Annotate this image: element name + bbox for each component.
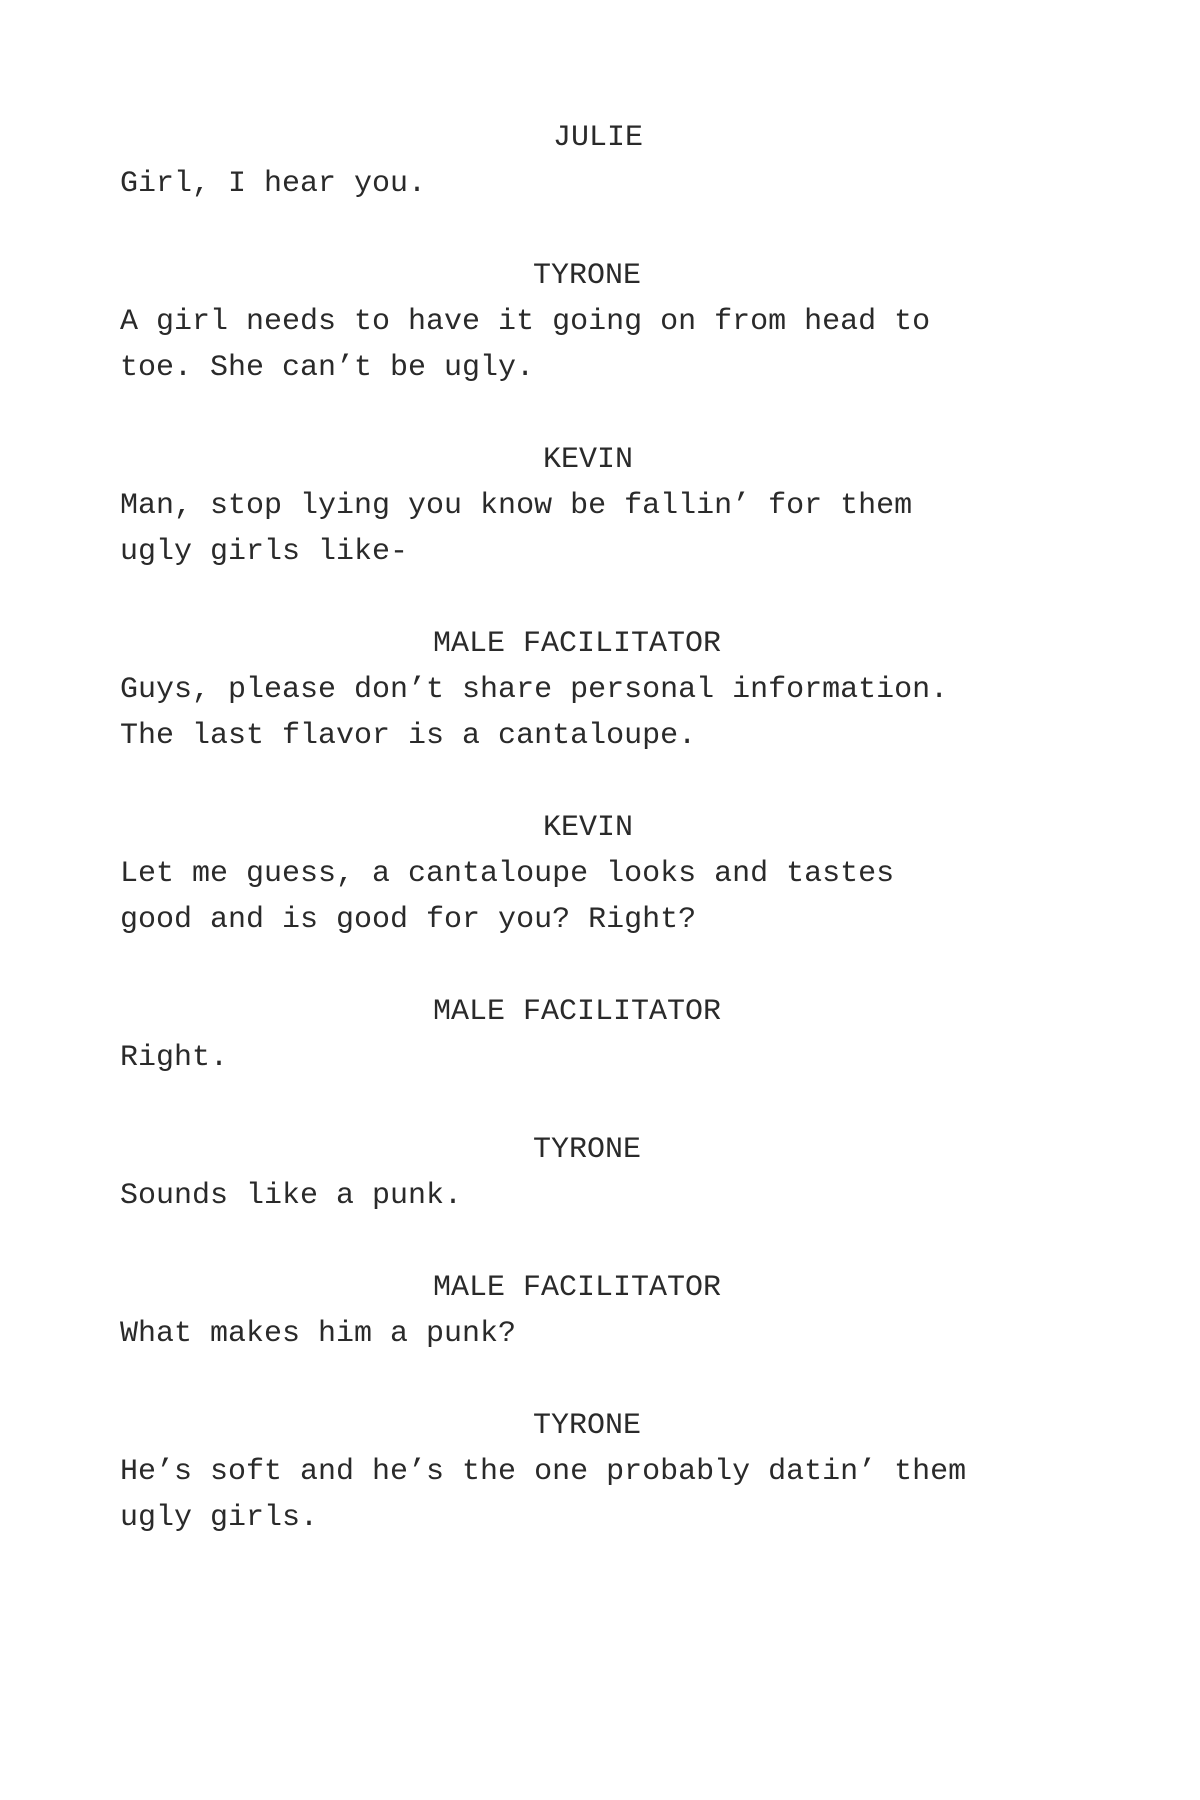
dialogue-line: ugly girls like- xyxy=(120,535,409,569)
character-name: TYRONE xyxy=(533,1133,642,1167)
character-name: TYRONE xyxy=(533,259,642,293)
dialogue-line: toe. She can’t be ugly. xyxy=(120,351,535,385)
character-name: JULIE xyxy=(553,121,644,155)
dialogue-line: Man, stop lying you know be fallin’ for them xyxy=(120,489,913,523)
dialogue-line: The last flavor is a cantaloupe. xyxy=(120,719,697,753)
character-name: KEVIN xyxy=(543,443,634,477)
dialogue-line: What makes him a punk? xyxy=(120,1317,517,1351)
dialogue-line: Girl, I hear you. xyxy=(120,167,427,201)
dialogue-line: Sounds like a punk. xyxy=(120,1179,463,1213)
dialogue-line: Guys, please don’t share personal information. xyxy=(120,673,949,707)
character-name: MALE FACILITATOR xyxy=(433,1271,722,1305)
dialogue-line: He’s soft and he’s the one probably datin’ them xyxy=(120,1455,967,1489)
dialogue-line: ugly girls. xyxy=(120,1501,319,1535)
dialogue-line: Right. xyxy=(120,1041,229,1075)
character-name: TYRONE xyxy=(533,1409,642,1443)
character-name: KEVIN xyxy=(543,811,634,845)
dialogue-line: Let me guess, a cantaloupe looks and tastes xyxy=(120,857,895,891)
dialogue-line: A girl needs to have it going on from head to xyxy=(120,305,931,339)
character-name: MALE FACILITATOR xyxy=(433,995,722,1029)
character-name: MALE FACILITATOR xyxy=(433,627,722,661)
dialogue-line: good and is good for you? Right? xyxy=(120,903,697,937)
